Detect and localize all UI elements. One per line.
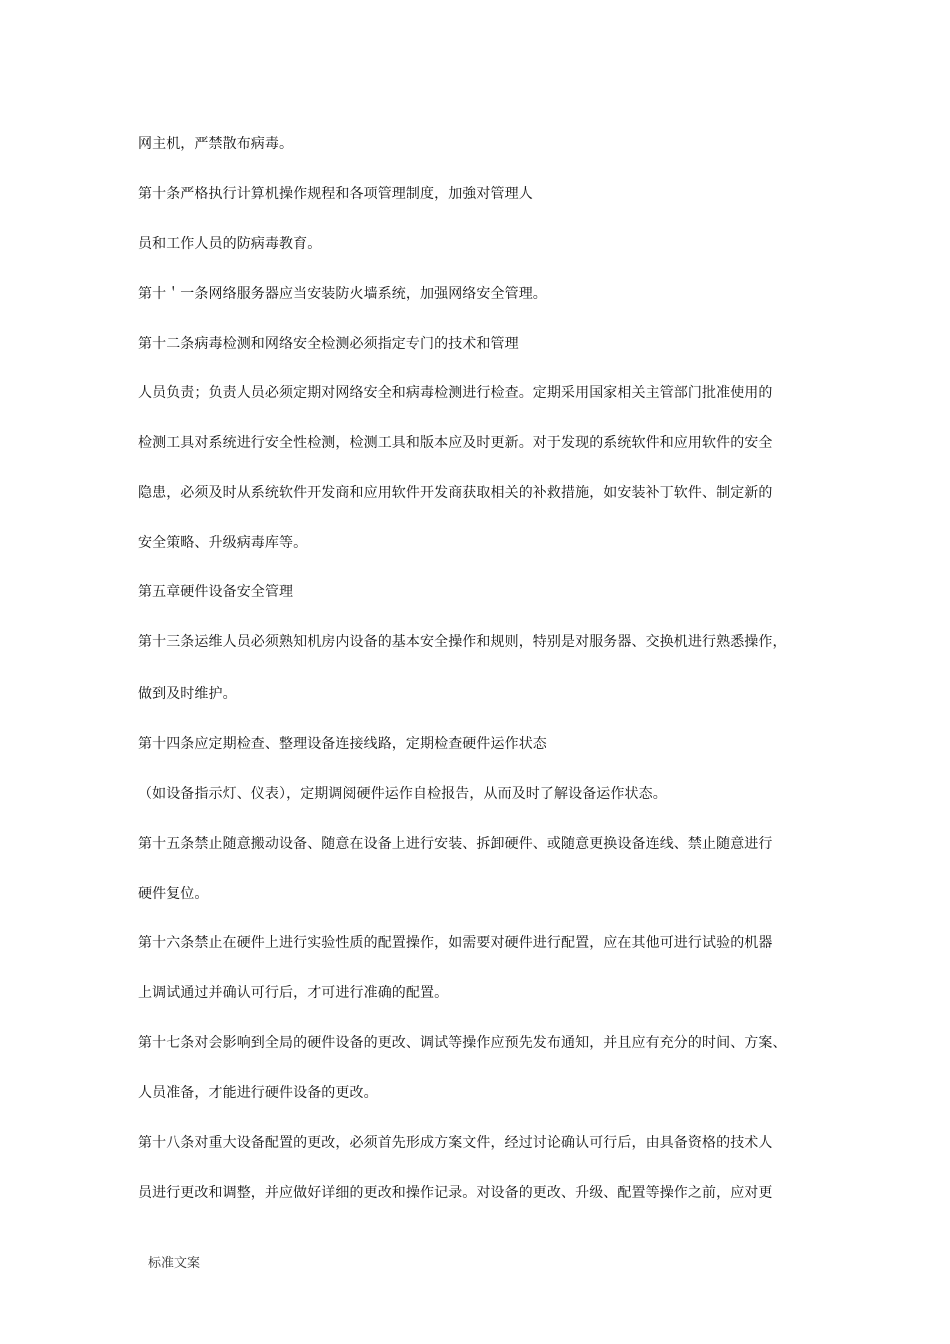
text-line-7: 检测工具对系统进行安全性检测，检测工具和版本应及时更新。对于发现的系统软件和应用软件的安全 [138, 435, 773, 451]
chapter-heading: 第五章硬件设备安全管理 [138, 584, 294, 600]
text-line-2: 第十条严格执行计算机操作规程和各项管理制度，加強对管理人 [138, 186, 533, 202]
text-line-21: 第十八条对重大设备配置的更改，必须首先形成方案文件，经过讨论确认可行后，由具备资格的技术人 [138, 1135, 773, 1151]
text-line-6: 人员负责；负责人员必须定期对网络安全和病毒检测进行检查。定期采用国家相关主管部门批准使用的 [138, 385, 773, 401]
text-line-11: 第十三条运维人员必须熟知机房内设备的基本安全操作和规则，特别是对服务器、交换机进行熟悉操作， [138, 634, 787, 650]
text-line-19: 第十七条对会影响到全局的硬件设备的更改、调试等操作应预先发布通知，并且应有充分的时间、方案、 [138, 1035, 787, 1051]
text-line-3: 员和工作人员的防病毒教育。 [138, 236, 322, 252]
text-line-14: （如设备指示灯、仪表），定期调阅硬件运作自检报告，从而及时了解设备运作状态。 [138, 786, 667, 802]
text-line-16: 硬件复位。 [138, 886, 209, 902]
page-footer: 标准文案 [148, 1256, 201, 1271]
text-line-1: 网主机，严禁散布病毒。 [138, 136, 294, 152]
text-line-8: 隐患，必须及时从系统软件开发商和应用软件开发商获取相关的补救措施，如安装补丁软件、制定新的 [138, 485, 773, 501]
text-line-17: 第十六条禁止在硬件上进行实验性质的配置操作，如需要对硬件进行配置，应在其他可进行试验的机器 [138, 935, 773, 951]
text-line-15: 第十五条禁止随意搬动设备、随意在设备上进行安装、拆卸硬件、或随意更换设备连线、禁止随意进行 [138, 836, 773, 852]
text-line-4: 第十＇一条网络服务器应当安装防火墙系统，加强网络安全管理。 [138, 286, 547, 302]
text-line-13: 第十四条应定期检查、整理设备连接线路，定期检查硬件运作状态 [138, 736, 547, 752]
text-line-5: 第十二条病毒检测和网络安全检测必须指定专门的技术和管理 [138, 336, 519, 352]
text-line-20: 人员准备，才能进行硬件设备的更改。 [138, 1085, 378, 1101]
text-line-12: 做到及时维护。 [138, 686, 237, 702]
text-line-18: 上调试通过并确认可行后，才可进行准确的配置。 [138, 985, 449, 1001]
text-line-22: 员进行更改和调整，并应做好详细的更改和操作记录。对设备的更改、升级、配置等操作之前，应对更 [138, 1185, 773, 1201]
text-line-9: 安全策略、升级病毒库等。 [138, 535, 308, 551]
